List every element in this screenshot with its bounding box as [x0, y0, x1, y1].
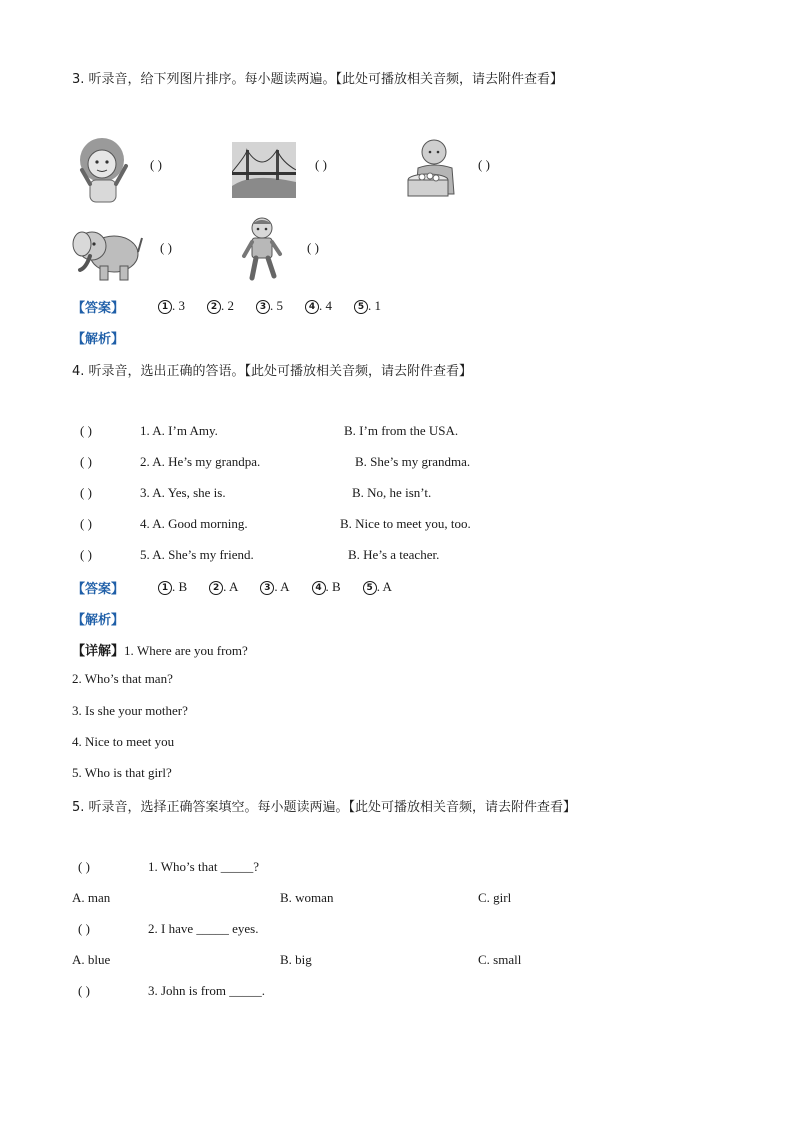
q4-option-b-4: B. Nice to meet you, too. — [340, 516, 471, 531]
q5-paren-1[interactable]: ( ) — [78, 859, 90, 874]
q5-stem-3: 3. John is from _____. — [148, 983, 265, 998]
q3-title: 3. 听录音，给下列图片排序。每小题读两遍。【此处可播放相关音频，请去附件查看】 — [72, 72, 564, 87]
q3-paren-1[interactable]: ( ) — [150, 157, 162, 172]
q3-paren-5[interactable]: ( ) — [307, 240, 319, 255]
q4-paren-5[interactable]: ( ) — [80, 547, 92, 562]
q3-paren-2[interactable]: ( ) — [315, 157, 327, 172]
circled-number: 4 — [305, 300, 319, 314]
q4-paren-2[interactable]: ( ) — [80, 454, 92, 469]
q5-stem-1: 1. Who’s that _____? — [148, 859, 259, 874]
circled-number: 3 — [256, 300, 270, 314]
circled-number: 3 — [260, 581, 274, 595]
answer-item: 2 . 2 — [207, 298, 234, 314]
q4-answer-label: 【答案】 — [72, 582, 125, 597]
q4-analysis-label: 【解析】 — [72, 613, 125, 628]
q3-paren-4[interactable]: ( ) — [160, 240, 172, 255]
bridge-image — [232, 142, 296, 198]
circled-number: 1 — [158, 300, 172, 314]
answer-item: 3 . 5 — [256, 298, 283, 314]
q5-title: 5. 听录音，选择正确答案填空。每小题读两遍。【此处可播放相关音频，请去附件查看】 — [72, 800, 577, 815]
q5-option-1b: B. woman — [280, 890, 334, 905]
answer-item: 4 . 4 — [305, 298, 332, 314]
answer-item: 3 . A — [260, 579, 289, 595]
circled-number: 5 — [354, 300, 368, 314]
answer-item: 5 . 1 — [354, 298, 381, 314]
q4-option-a-1: 1. A. I’m Amy. — [140, 423, 218, 438]
q4-option-a-3: 3. A. Yes, she is. — [140, 485, 226, 500]
q5-paren-2[interactable]: ( ) — [78, 921, 90, 936]
boy-image — [238, 216, 286, 282]
q4-title: 4. 听录音，选出正确的答语。【此处可播放相关音频，请去附件查看】 — [72, 364, 473, 379]
q4-option-b-5: B. He’s a teacher. — [348, 547, 440, 562]
grandma-cooking-image — [400, 134, 464, 200]
q5-option-2b: B. big — [280, 952, 312, 967]
q4-option-a-5: 5. A. She’s my friend. — [140, 547, 254, 562]
detail-label: 【详解】 — [72, 644, 125, 659]
answer-item: 5 . A — [363, 579, 392, 595]
q4-paren-1[interactable]: ( ) — [80, 423, 92, 438]
q4-option-a-2: 2. A. He’s my grandpa. — [140, 454, 261, 469]
elephant-image — [72, 222, 144, 284]
q5-paren-3[interactable]: ( ) — [78, 983, 90, 998]
q4-option-b-2: B. She’s my grandma. — [355, 454, 471, 469]
q5-option-2a: A. blue — [72, 952, 111, 967]
q4-detail-2: 2. Who’s that man? — [72, 671, 173, 686]
q4-detail-5: 5. Who is that girl? — [72, 765, 172, 780]
q5-stem-2: 2. I have _____ eyes. — [148, 921, 259, 936]
answer-item: 1 . 3 — [158, 298, 185, 314]
q4-option-a-4: 4. A. Good morning. — [140, 516, 248, 531]
circled-number: 1 — [158, 581, 172, 595]
q4-detail-4: 4. Nice to meet you — [72, 734, 175, 749]
q5-option-1c: C. girl — [478, 890, 512, 905]
q4-paren-4[interactable]: ( ) — [80, 516, 92, 531]
q5-option-1a: A. man — [72, 890, 111, 905]
q4-option-b-3: B. No, he isn’t. — [352, 485, 432, 500]
q3-answer-label: 【答案】 — [72, 301, 125, 316]
girl-pointing-image — [72, 132, 136, 204]
answer-item: 4 . B — [312, 579, 341, 595]
answer-item: 2 . A — [209, 579, 238, 595]
q4-paren-3[interactable]: ( ) — [80, 485, 92, 500]
q3-answer-list — [158, 297, 403, 315]
circled-number: 4 — [312, 581, 326, 595]
q4-detail-3: 3. Is she your mother? — [72, 703, 188, 718]
q4-option-b-1: B. I’m from the USA. — [344, 423, 459, 438]
q4-answer-list — [158, 578, 414, 596]
answer-item: 1 . B — [158, 579, 187, 595]
q4-detail-1: 【详解】1. Where are you from? — [72, 643, 248, 659]
q3-paren-3[interactable]: ( ) — [478, 157, 490, 172]
circled-number: 5 — [363, 581, 377, 595]
circled-number: 2 — [207, 300, 221, 314]
q3-analysis-label: 【解析】 — [72, 332, 125, 347]
q5-option-2c: C. small — [478, 952, 522, 967]
circled-number: 2 — [209, 581, 223, 595]
